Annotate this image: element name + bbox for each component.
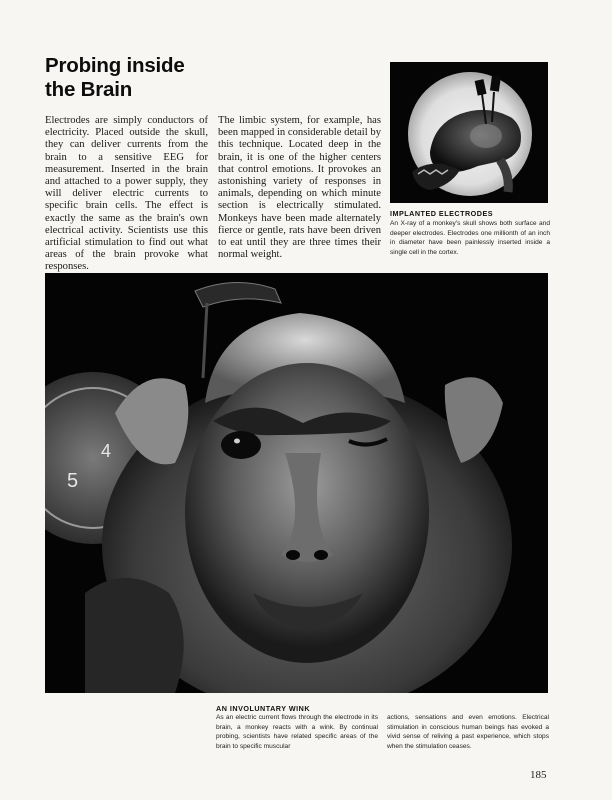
xray-photo [390,62,548,203]
wink-caption-text-2: actions, sensations and even emotions. Electrical stimulation in conscious human beings has evoked a vivid sense of reliving a past experience, which stops when the stimulation ceases. [387,714,549,750]
body-column-2: The limbic system, for example, has been mapped in considerable detail by this technique. Located deep in the brain, it is one of the higher centers that control emotions. It provokes an astonishing variety of responses in animals, depending on which minute section is electrically stimulated. Monkeys have been made alternately fierce or gentle, rats have been driven to eat until they are three times their normal weight. [218,115,381,261]
article-title [45,54,265,102]
monkey-image [45,273,548,693]
page-number: 185 [530,769,547,781]
monkey-hand [85,578,184,693]
clock-digit-5: 5 [67,470,79,492]
brain-area [470,124,502,148]
nostril [286,550,300,560]
title-line-2: the Brain [45,78,133,101]
xray-skull-image [390,62,548,203]
monkey-photo [45,273,548,693]
left-eye [221,431,261,459]
clock-digit-4: 4 [101,441,112,461]
nostril [314,550,328,560]
xray-caption-text: An X-ray of a monkey's skull shows both surface and deeper electrodes. Electrodes one millionth of an inch in diameter have been painlessly inserted inside a single cell in the cortex. [390,220,550,256]
xray-caption-title: IMPLANTED ELECTRODES [390,209,494,218]
wink-caption-text-1: As an electric current flows through the electrode in its brain, a monkey reacts with a wink. By continual probing, scientists have related specific areas of the brain to specific muscular [216,714,378,750]
body-column-1: Electrodes are simply conductors of electricity. Placed outside the skull, they can deliver currents from the brain to a sensitive EEG for measurement. Inserted in the brain and attached to a power supply, they will deliver electric currents to specific brain cells. The effect is exactly the same as the brain's own electrical activity. Scientists use this artificial stimulation to find out what areas of the brain provoke what responses. [45,115,208,273]
wink-caption-title: AN INVOLUNTARY WINK [216,704,311,713]
eye-highlight [234,439,240,444]
xray-caption [390,209,550,257]
title-line-1: Probing inside [45,54,185,77]
